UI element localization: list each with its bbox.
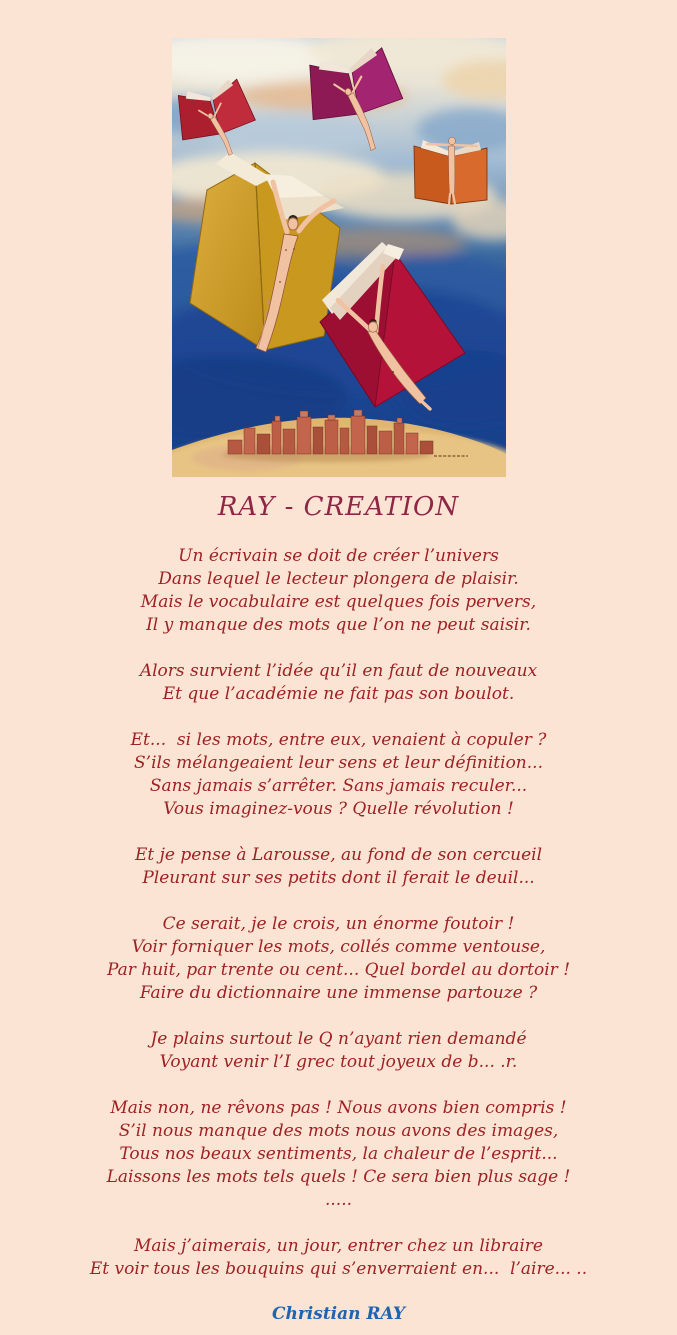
poem-line: Un écrivain se doit de créer l’univers (178, 546, 499, 566)
poem-line: Il y manque des mots que l’on ne peut saisir. (146, 615, 531, 635)
poem-line: S’il nous manque des mots nous avons des images, (118, 1121, 559, 1141)
poem-stanza (0, 844, 677, 890)
poem-line: Et... si les mots, entre eux, venaient à copuler ? (130, 730, 547, 750)
poem-line: Voir forniquer les mots, collés comme ventouse, (131, 937, 546, 957)
poem-line: Alors survient l’idée qu’il en faut de nouveaux (139, 661, 538, 681)
poem-stanza (0, 1235, 677, 1281)
poem-stanza (0, 729, 677, 821)
poem-line: Laissons les mots tels quels ! Ce sera bien plus sage ! (106, 1167, 571, 1187)
orange-book-with-figure (414, 137, 487, 205)
poem-stanza (0, 1097, 677, 1212)
poem-title: RAY - CREATION (217, 492, 460, 522)
poem-stanza (0, 660, 677, 706)
poem-line: Je plains surtout le Q n’ayant rien demandé (150, 1029, 527, 1049)
poem-line: Mais j’aimerais, un jour, entrer chez un libraire (134, 1236, 543, 1256)
poem-line: Voyant venir l’I grec tout joyeux de b... .r. (159, 1052, 518, 1072)
poem-line: Sans jamais s’arrêter. Sans jamais reculer... (149, 776, 528, 796)
poem-line: Vous imaginez-vous ? Quelle révolution ! (163, 799, 514, 819)
poem-line: Et je pense à Larousse, au fond de son cercueil (134, 845, 543, 865)
poem-line: S’ils mélangeaient leur sens et leur définition... (134, 753, 543, 773)
poem-line: Et que l’académie ne fait pas son boulot. (162, 684, 515, 704)
painting-frame (0, 0, 677, 477)
flying-books-painting (172, 38, 506, 477)
poem-line: Faire du dictionnaire une immense partouze ? (139, 983, 538, 1003)
poem-line: Mais non, ne rêvons pas ! Nous avons bien compris ! (110, 1098, 567, 1118)
poem-body (0, 545, 677, 1281)
poem-line: Pleurant sur ses petits dont il ferait le deuil... (142, 868, 535, 888)
poem-line: Tous nos beaux sentiments, la chaleur de l’esprit... (119, 1144, 558, 1164)
poem-stanza (0, 913, 677, 1005)
author-signature: Christian RAY (271, 1304, 406, 1324)
poem-stanza (0, 545, 677, 637)
poem-line: Ce serait, je le crois, un énorme foutoir ! (162, 914, 515, 934)
poem-line: Mais le vocabulaire est quelques fois pervers, (140, 592, 537, 612)
poem-line: ..... (324, 1190, 353, 1210)
poem-line: Et voir tous les bouquins qui s’enverraient en... l’aire... .. (89, 1259, 588, 1279)
poem-line: Dans lequel le lecteur plongera de plaisir. (158, 569, 519, 589)
poem-line: Par huit, par trente ou cent... Quel bordel au dortoir ! (106, 960, 571, 980)
poem-stanza (0, 1028, 677, 1074)
